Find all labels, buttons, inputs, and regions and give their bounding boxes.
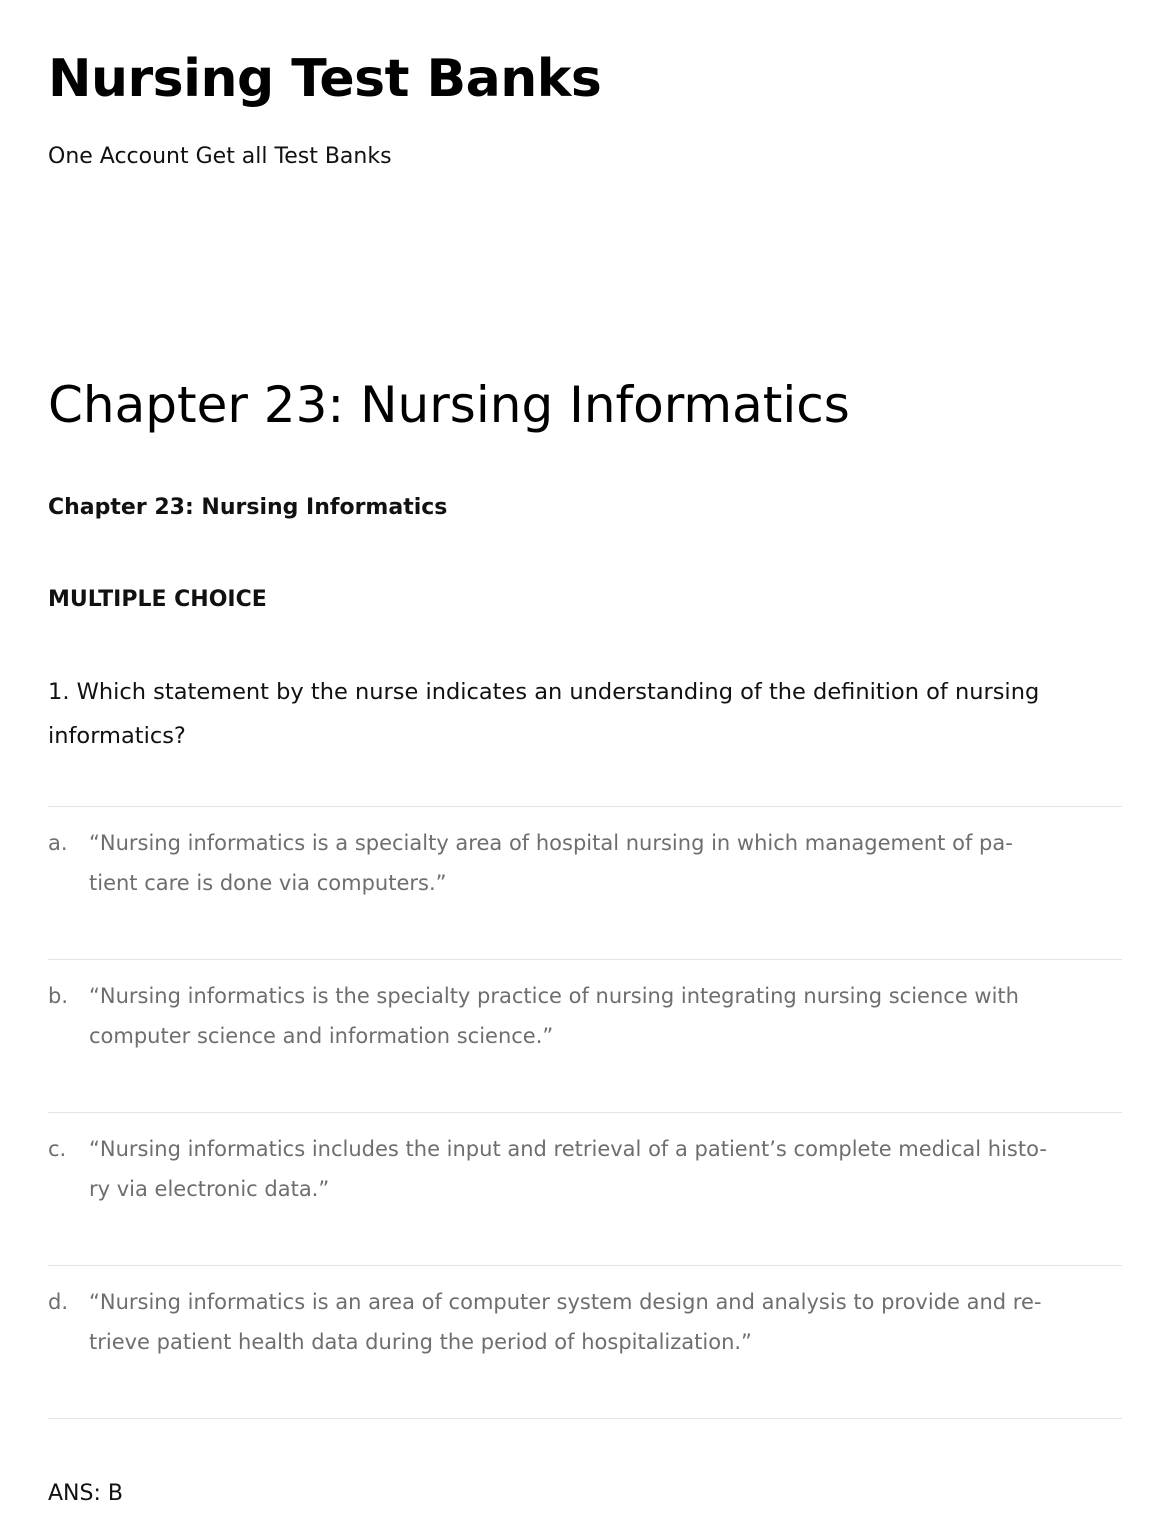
option-letter: c. [48, 1137, 67, 1161]
option-text-line: “Nursing informatics is a specialty area of hospital nursing in which management of pa- [89, 831, 1013, 855]
question-text: 1. Which statement by the nurse indicates an understanding of the definition of nursing informatics? [48, 679, 1040, 749]
option-text-line: “Nursing informatics is an area of computer system design and analysis to provide and re- [89, 1290, 1042, 1314]
answer-key: ANS: B [48, 1481, 123, 1506]
option-text-line: trieve patient health data during the period of hospitalization.” [89, 1330, 752, 1354]
option-text-line: “Nursing informatics is the specialty practice of nursing integrating nursing science with [89, 984, 1019, 1008]
option-text-line: computer science and information science.” [89, 1024, 554, 1048]
answer-options-list [48, 806, 1122, 1419]
option-letter: a. [48, 831, 68, 855]
option-letter: d. [48, 1290, 69, 1314]
option-letter: b. [48, 984, 69, 1008]
option-text [89, 1129, 1109, 1209]
answer-option-a [48, 806, 1122, 959]
page-title: Chapter 23: Nursing Informatics [48, 376, 850, 434]
option-text [89, 1282, 1109, 1362]
answer-option-c [48, 1112, 1122, 1265]
option-text-line: tient care is done via computers.” [89, 871, 447, 895]
answer-option-d [48, 1265, 1122, 1419]
option-text [89, 976, 1109, 1056]
chapter-label: Chapter 23: Nursing Informatics [48, 495, 448, 520]
option-text-line: ry via electronic data.” [89, 1177, 330, 1201]
option-text-line: “Nursing informatics includes the input and retrieval of a patient’s complete medical histo- [89, 1137, 1047, 1161]
option-text [89, 823, 1109, 903]
site-title[interactable]: Nursing Test Banks [48, 49, 602, 109]
section-label: MULTIPLE CHOICE [48, 587, 267, 612]
answer-option-b [48, 959, 1122, 1112]
site-tagline: One Account Get all Test Banks [48, 144, 392, 169]
